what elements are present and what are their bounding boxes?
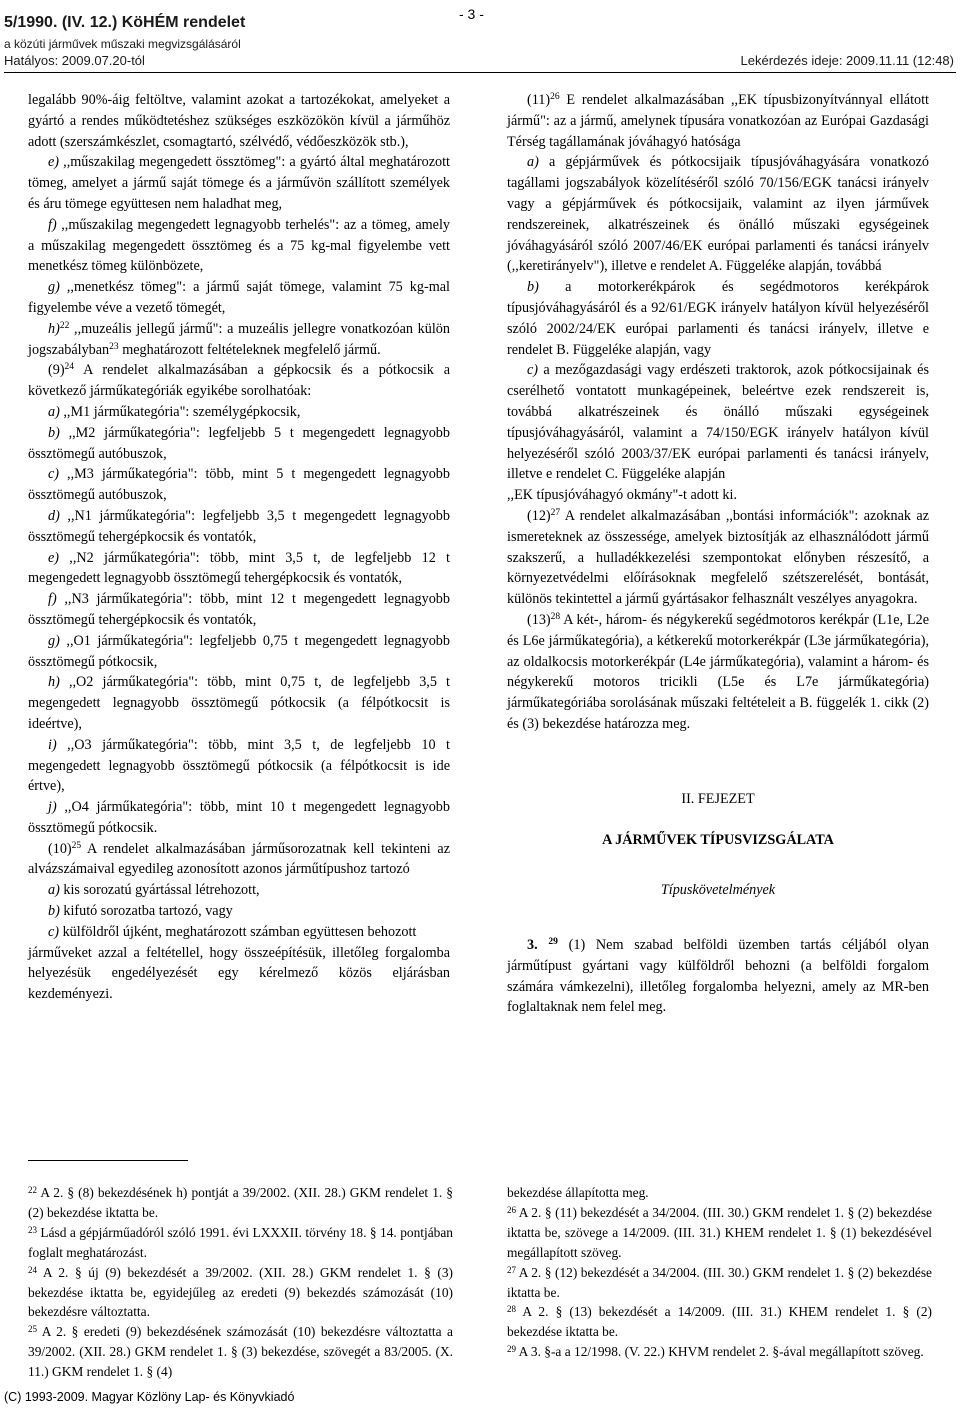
footnote-ref: 24 [64, 362, 75, 373]
paragraph-9: $(9)^{24}$ A rendelet alkalmazásában a gépkocsik és a pótkocsik a következő járműkategóriák egyikébe sorolhatóak: [28, 362, 450, 400]
section-title: Típuskövetelmények [660, 882, 776, 899]
document-subtitle: a közúti járművek műszaki megvizsgálásáról [4, 37, 241, 51]
definition-f: f) ,,műszakilag megengedett legnagyobb terhelés": az a tömeg, amely a műszakilag megengedett össztömeg és a 75 kg-mal figyelembe vett menetkész tömeg különbözete, [28, 216, 450, 275]
paragraph-continuation: legalább 90%-áig feltöltve, valamint azokat a tartozékokat, amelyeket a gyártó a rendes működtetéshez szükséges eszközökön kívül a járműhöz adott (szerszámkészlet, csomagtartó, szélvédő, védőeszközök stb.), [28, 92, 450, 150]
paragraph-11: $(11)^{26}$ E rendelet alkalmazásában ,,EK típusbizonyítvánnyal ellátott jármű": az a jármű, amelynek típusára vonatkozóan az Európai Gazdasági Térség tagállamának jóváhagyó hatósága [507, 92, 929, 150]
validity-date: Hatályos: 2009.07.20-tól [4, 53, 145, 68]
footnote-ref: 23 [109, 341, 119, 352]
definition-e: e) ,,műszakilag megengedett össztömeg": a gyártó által meghatározott tömeg, amelyet a jármű saját tömege és a járművön szállított személyek és áru tömege együttesen nem haladhat meg, [28, 154, 450, 212]
category-o1: g) ,,O1 járműkategória": legfeljebb 0,75 t megengedett legnagyobb össztömegű pótkocsik, [28, 632, 450, 670]
paragraph-13: $(13)^{28}$ A két-, három- és négykerekű segédmotoros kerékpár (L1e, L2e és L6e járműkategória), a kétkerekű motorkerékpár (L3e járműkategória), az oldalkocsis motorkerékpár (L4e járműkategória), valamint a három- és négykerekű motoros tricikli (L5e és L7e járműkategória) járműkategóriába sorolásának műszaki feltételeit a B. függelék 1. cikk (2) és (3) bekezdése határozza meg. [507, 611, 929, 732]
paragraph-12: $(12)^{27}$ A rendelet alkalmazásában ,,bontási információk": azoknak az ismereteknek az összessége, amelyek biztosítják az elhasználódott jármű szakszerű, a hulladékkezelési szempontokat előnyben részesítő, a környezetvédelmi előírásoknak megfelelő szétszerelését, bontását, különös tekintettel a jármű gyártásakor felhasznált veszélyes anyagokra. [507, 507, 929, 608]
chapter-title: A JÁRMŰVEK TÍPUSVIZSGÁLATA [602, 831, 834, 848]
footnote-ref: 27 [550, 507, 561, 518]
footnote-ref: 25 [71, 840, 82, 851]
category-o4: j) ,,O4 járműkategória": több, mint 10 t megengedett legnagyobb össztömegű pótkocsik. [28, 799, 450, 836]
approval-item-c: c) a mezőgazdasági vagy erdészeti traktorok, azok pótkocsijainak és cserélhető vontatott munkagépeinek, beleértve ezek rendszereit is, továbbá alkatrészeinek és önálló műszaki egységeinek típusjóváhagyásáról, valamint a 74/150/EGK irányelv hatályon kívül helyezéséről szóló 2003/37/EK európai parlamenti és tanácsi irányelv, illetve e rendelet C. Függeléke alapján [507, 362, 929, 483]
paragraph-10: $(10)^{25}$ A rendelet alkalmazásában járműsorozatnak kell tekinteni az alvázszámaival egyedileg azonosított azonos járműtípushoz tartozó [28, 840, 450, 878]
footnote-25: $^{25}$ A 2. § eredeti (9) bekezdésének számozását (10) bekezdésre változtatta a 39/2002. (XII. 28.) GKM rendelet 1. § (3) bekezdése, szövegét a 83/2005. (X. 11.) GKM rendelet 1. § (4) [28, 1324, 453, 1380]
section-3: 3. $^{29}$ (1) Nem szabad belföldi üzemben tartás céljából olyan járműtípust gyártani vagy külföldről behozni (a belföldi forgalom számára vámkezelni), illetőleg forgalomba helyezni, amely az MR-ben foglaltaknak nem felel meg. [507, 937, 929, 1016]
document-title: 5/1990. (IV. 12.) KöHÉM rendelet [4, 14, 246, 31]
footnotes-right [507, 1183, 932, 1362]
chapter-number: II. FEJEZET [681, 790, 755, 807]
category-m2: b) ,,M2 járműkategória": legfeljebb 5 t megengedett legnagyobb össztömegű autóbuszok, [28, 424, 450, 462]
category-m3: c) ,,M3 járműkategória": több, mint 5 t megengedett legnagyobb össztömegű autóbuszok, [28, 466, 450, 504]
footnote-28: $^{28}$ A 2. § (13) bekezdését a 14/2009. (III. 31.) KHEM rendelet 1. § (2) bekezdése iktatta be. [507, 1304, 932, 1340]
footnote-29: $^{29}$ A 3. §-a a 12/1998. (V. 22.) KHVM rendelet 2. §-ával megállapított szöveg. [507, 1344, 924, 1360]
footnote-25-continued: bekezdése állapította meg. [507, 1185, 649, 1200]
category-o2: h) ,,O2 járműkategória": több, mint 0,75 t, de legfeljebb 3,5 t megengedett legnagyobb össztömegű pótkocsik (a félpótkocsit is ideértve), [28, 674, 450, 732]
approval-item-b: b) a motorkerékpárok és segédmotoros kerékpárok típusjóváhagyásáról és a 92/61/EGK irányelv hatályon kívül helyezéséről szóló 2002/24/EK európai parlamenti és tanácsi irányelv, illetve e rendelet B. Függeléke alapján, vagy [507, 279, 929, 358]
footnote-27: $^{27}$ A 2. § (12) bekezdését a 34/2004. (III. 30.) GKM rendelet 1. § (2) bekezdése iktatta be. [507, 1264, 932, 1300]
category-m1: a) ,,M1 járműkategória": személygépkocsik, [48, 403, 301, 420]
series-item-a: a) kis sorozatú gyártással létrehozott, [48, 882, 260, 899]
footnote-ref: 28 [550, 611, 561, 622]
footnote-22: $^{22}$ A 2. § (8) bekezdésének h) pontját a 39/2002. (XII. 28.) GKM rendelet 1. § (2) bekezdése iktatta be. [28, 1185, 453, 1220]
page-number: - 3 - [459, 6, 484, 22]
category-n3: f) ,,N3 járműkategória": több, mint 12 t megengedett legnagyobb össztömegű tehergépkocsik és vontatók, [28, 591, 450, 628]
category-n1: d) ,,N1 járműkategória": legfeljebb 3,5 t megengedett legnagyobb össztömegű tehergépkocsik és vontatók, [28, 507, 450, 545]
ek-approval-line: ,,EK típusjóváhagyó okmány"-t adott ki. [507, 487, 737, 504]
definition-h: h)$^{22}$ ,,muzeális jellegű jármű": a muzeális jellegre vonatkozóan külön jogszabályban$^{23}$ meghatározott feltételeknek megfelelő jármű. [28, 320, 450, 358]
definition-g: g) ,,menetkész tömeg": a jármű saját tömege, valamint 75 kg-mal figyelembe véve a vezető tömegét, [28, 279, 450, 316]
footnote-ref: 26 [550, 92, 560, 102]
page-header [4, 6, 956, 68]
right-column [507, 90, 929, 1018]
footnote-24: $^{24}$ A 2. § új (9) bekezdését a 39/2002. (XII. 28.) GKM rendelet 1. § (3) bekezdése iktatta be, egyidejűleg az eredeti (9) bekezdés számozását (10) bekezdésre változtatta. [28, 1264, 453, 1320]
series-item-c: c) külföldről újként, meghatározott számban együttesen behozott [48, 923, 417, 940]
footnote-26: $^{26}$ A 2. § (11) bekezdését a 34/2004. (III. 30.) GKM rendelet 1. § (2) bekezdése iktatta be, szövege a 14/2009. (III. 31.) KHEM rendelet 1. § (1) bekezdésével megállapított szöveg. [507, 1204, 932, 1260]
query-date: Lekérdezés ideje: 2009.11.11 (12:48) [740, 53, 954, 68]
paragraph-10-end: járműveket azzal a feltétellel, hogy összeépítésük, illetőleg forgalomba helyezésük engedélyezését egy kérelmező közös eljárásban kezdeményezi. [28, 944, 450, 1003]
category-o3: i) ,,O3 járműkategória": több, mint 3,5 t, de legfeljebb 10 t megengedett legnagyobb össztömegű pótkocsik (a félpótkocsit is ide értve), [28, 736, 450, 795]
footnote-ref: 22 [59, 320, 70, 331]
footnotes-left [28, 1183, 453, 1382]
footnote-ref: 29 [548, 937, 558, 948]
footnote-divider [28, 1160, 188, 1161]
series-item-b: b) kifutó sorozatba tartozó, vagy [48, 903, 233, 920]
left-column [28, 90, 450, 1005]
category-n2: e) ,,N2 járműkategória": több, mint 3,5 t, de legfeljebb 12 t megengedett legnagyobb össztömegű tehergépkocsik és vontatók, [28, 549, 450, 587]
approval-item-a: a) a gépjárművek és pótkocsijaik típusjóváhagyására vonatkozó tagállami jogszabályok közelítéséről szóló 70/156/EGK tanácsi irányelv vagy a gépjárművek és pótkocsijaik, valamint az ilyen járművek rendszereinek, alkatrészeinek és önálló műszaki egységeinek jóváhagyásáról szóló 2007/46/EK európai parlamenti és tanácsi irányelv (,,keretirányelv"), illetve e rendelet A. Függeléke alapján, továbbá [507, 154, 929, 275]
footnote-23: $^{23}$ Lásd a gépjárműadóról szóló 1991. évi LXXXII. törvény 18. § 14. pontjában foglalt meghatározást. [28, 1224, 453, 1260]
header-divider [4, 72, 956, 73]
copyright-footer: (C) 1993-2009. Magyar Közlöny Lap- és Könyvkiadó [4, 1390, 295, 1404]
